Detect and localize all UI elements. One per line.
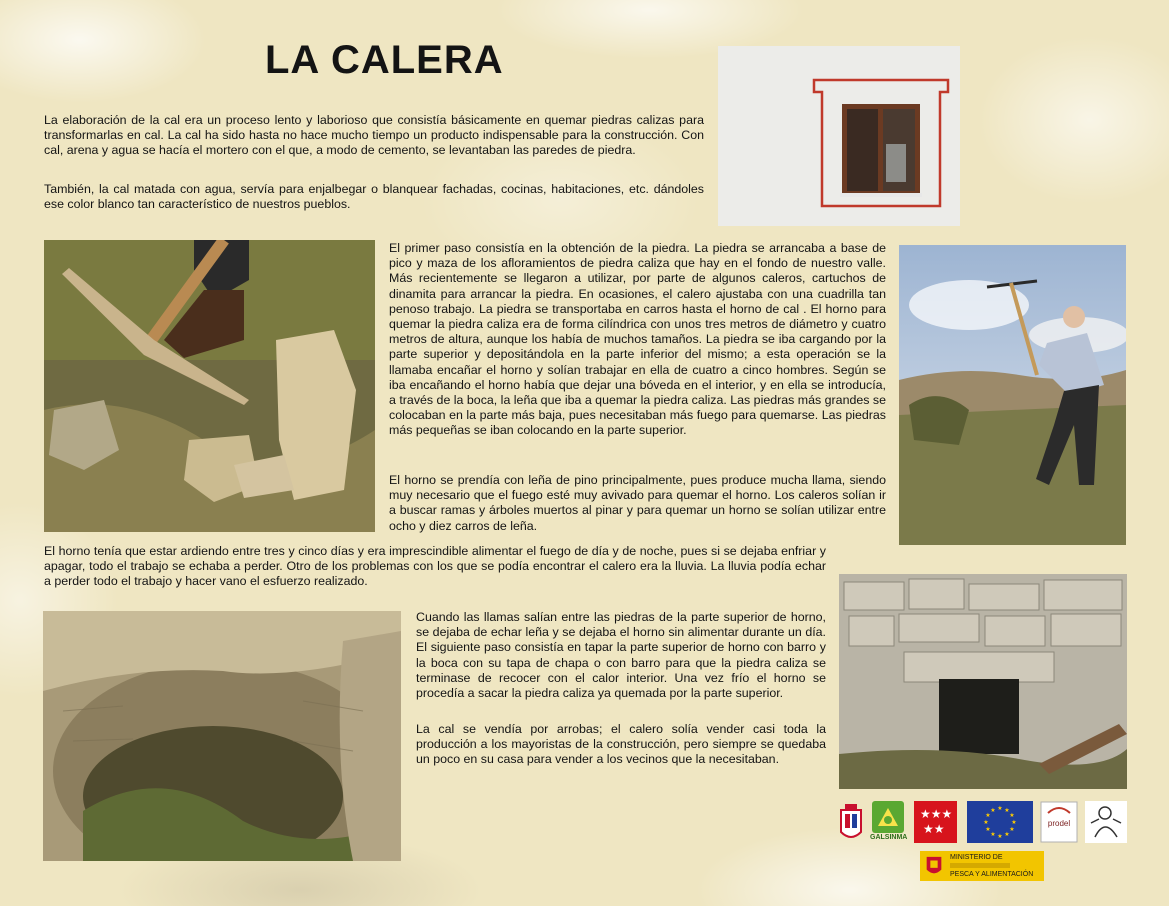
eu-flag-logo (967, 801, 1033, 843)
svg-text:★: ★ (997, 805, 1003, 812)
svg-text:★: ★ (985, 826, 991, 833)
wide-paragraph: El horno tenía que estar ardiendo entre tres y cinco días y era imprescindible alimentar el fuego de día y de noche, pues si se dejaba enfriar y apagar, todo el trabajo se echaba a perder. Otro de los problemas con los que se podía encontrar el calero era la lluvia. La lluvia podía echar a perder todo el trabajo y hacer vano el esfuerzo realizado. (44, 544, 826, 589)
prodel-label: prodel (1047, 819, 1071, 828)
svg-text:★★★: ★★★ (920, 807, 953, 821)
figure-emblem-logo (1085, 801, 1127, 843)
prodel-logo (1040, 801, 1078, 843)
svg-text:★: ★ (985, 812, 991, 819)
svg-text:★★: ★★ (923, 822, 945, 836)
intro-paragraph-1: La elaboración de la cal era un proceso lento y laborioso que consistía básicamente en quemar piedras calizas para transformarlas en cal. La cal ha sido hasta no hace mucho tiempo un producto indispensable para la construcción. Con cal, arena y agua se hacía el mortero con el que, a modo de cemento, se levantaban las paredes de piedra. (44, 113, 704, 158)
svg-text:★: ★ (1004, 807, 1010, 814)
svg-text:★: ★ (983, 819, 989, 826)
kiln-interior-photo (43, 611, 401, 861)
ministerio-label-line2-placeholder (950, 863, 1010, 868)
middle-paragraph-1: El primer paso consistía en la obtención de la piedra. La piedra se arrancaba a base de pico y maza de los afloramientos de piedra caliza que hay en el fondo de nuestro valle. Más recientemente se llegaron a utilizar, por parte de algunos caleros, cartuchos de dinamita para arrancar la piedra. En ocasiones, el calero ajustaba con una cuadrilla tan penoso trabajo. La piedra se transportaba en carros hasta el horno de cal . El horno para quemar la piedra caliza era de forma cilíndrica con unos tres metros de diámetro y cuatro metros de altura, aunque los había de muchos tamaños. La piedra se iba cargando por la parte superior y depositándola en la parte inferior del mismo; a esta operación se la llamaba encañar el horno y solían trabajar en ella de cuatro a cinco hombres. Según se iba encañando el horno había que dejar una bóveda en el interior, y en ella se introducía, a través de la boca, la leña que iba a quemar la piedra caliza. Las piedras más grandes se colocaban en la parte más baja, pues necesitaban más fuego para quemarse. Las piedras más pequeñas se iban colocando en la parte superior. (389, 241, 886, 438)
whitewashed-window-photo (718, 46, 960, 226)
madrid-flag-logo (914, 801, 957, 843)
svg-text:★: ★ (1004, 831, 1010, 838)
coat-of-arms-logo (838, 802, 864, 844)
svg-text:★: ★ (990, 807, 996, 814)
svg-text:★: ★ (1009, 826, 1015, 833)
svg-text:★: ★ (1011, 819, 1017, 826)
lower-paragraph-2: La cal se vendía por arrobas; el calero solía vender casi toda la producción a los mayoristas de la construcción, pero siempre se quedaba un poco en su casa para vender a los vecinos que la necesitaban. (416, 722, 826, 767)
galsinma-logo (870, 800, 906, 844)
middle-paragraph-2: El horno se prendía con leña de pino principalmente, pues produce mucha llama, siendo muy necesario que el fuego esté muy avivado para quemar el horno. Los caleros solían ir a buscar ramas y árboles muertos al pinar y para quemar un horno se solían utilizar entre ocho y diez carros de leña. (389, 473, 886, 533)
svg-text:★: ★ (997, 833, 1003, 840)
kiln-mouth-photo (839, 574, 1127, 789)
lower-paragraph-1: Cuando las llamas salían entre las piedras de la parte superior de horno, se dejaba de echar leña y se dejaba el horno sin alimentar durante un día. El siguiente paso consistía en tapar la parte superior de horno con barro y la boca con su tapa de chapa o con barro para que la piedra caliza se terminase de recocer con el calor interior. Una vez frío el horno se procedía a sacar la piedra caliza ya quemada por la parte superior. (416, 610, 826, 701)
intro-paragraph-2: También, la cal matada con agua, servía para enjalbegar o blanquear fachadas, cocinas, habitaciones, etc. dándoles ese color blanco tan característico de nuestros pueblos. (44, 182, 704, 212)
pickaxe-stones-photo (44, 240, 375, 532)
galsinma-label: GALSINMA (870, 834, 908, 841)
ministerio-label-line3: PESCA Y ALIMENTACIÓN (950, 871, 1034, 878)
ministerio-label-line1: MINISTERIO DE (950, 854, 1003, 861)
svg-text:★: ★ (1009, 812, 1015, 819)
svg-text:★: ★ (990, 831, 996, 838)
man-with-pickaxe-photo (899, 245, 1126, 545)
ministerio-logo (920, 851, 1044, 881)
page-title: LA CALERA (265, 38, 504, 82)
